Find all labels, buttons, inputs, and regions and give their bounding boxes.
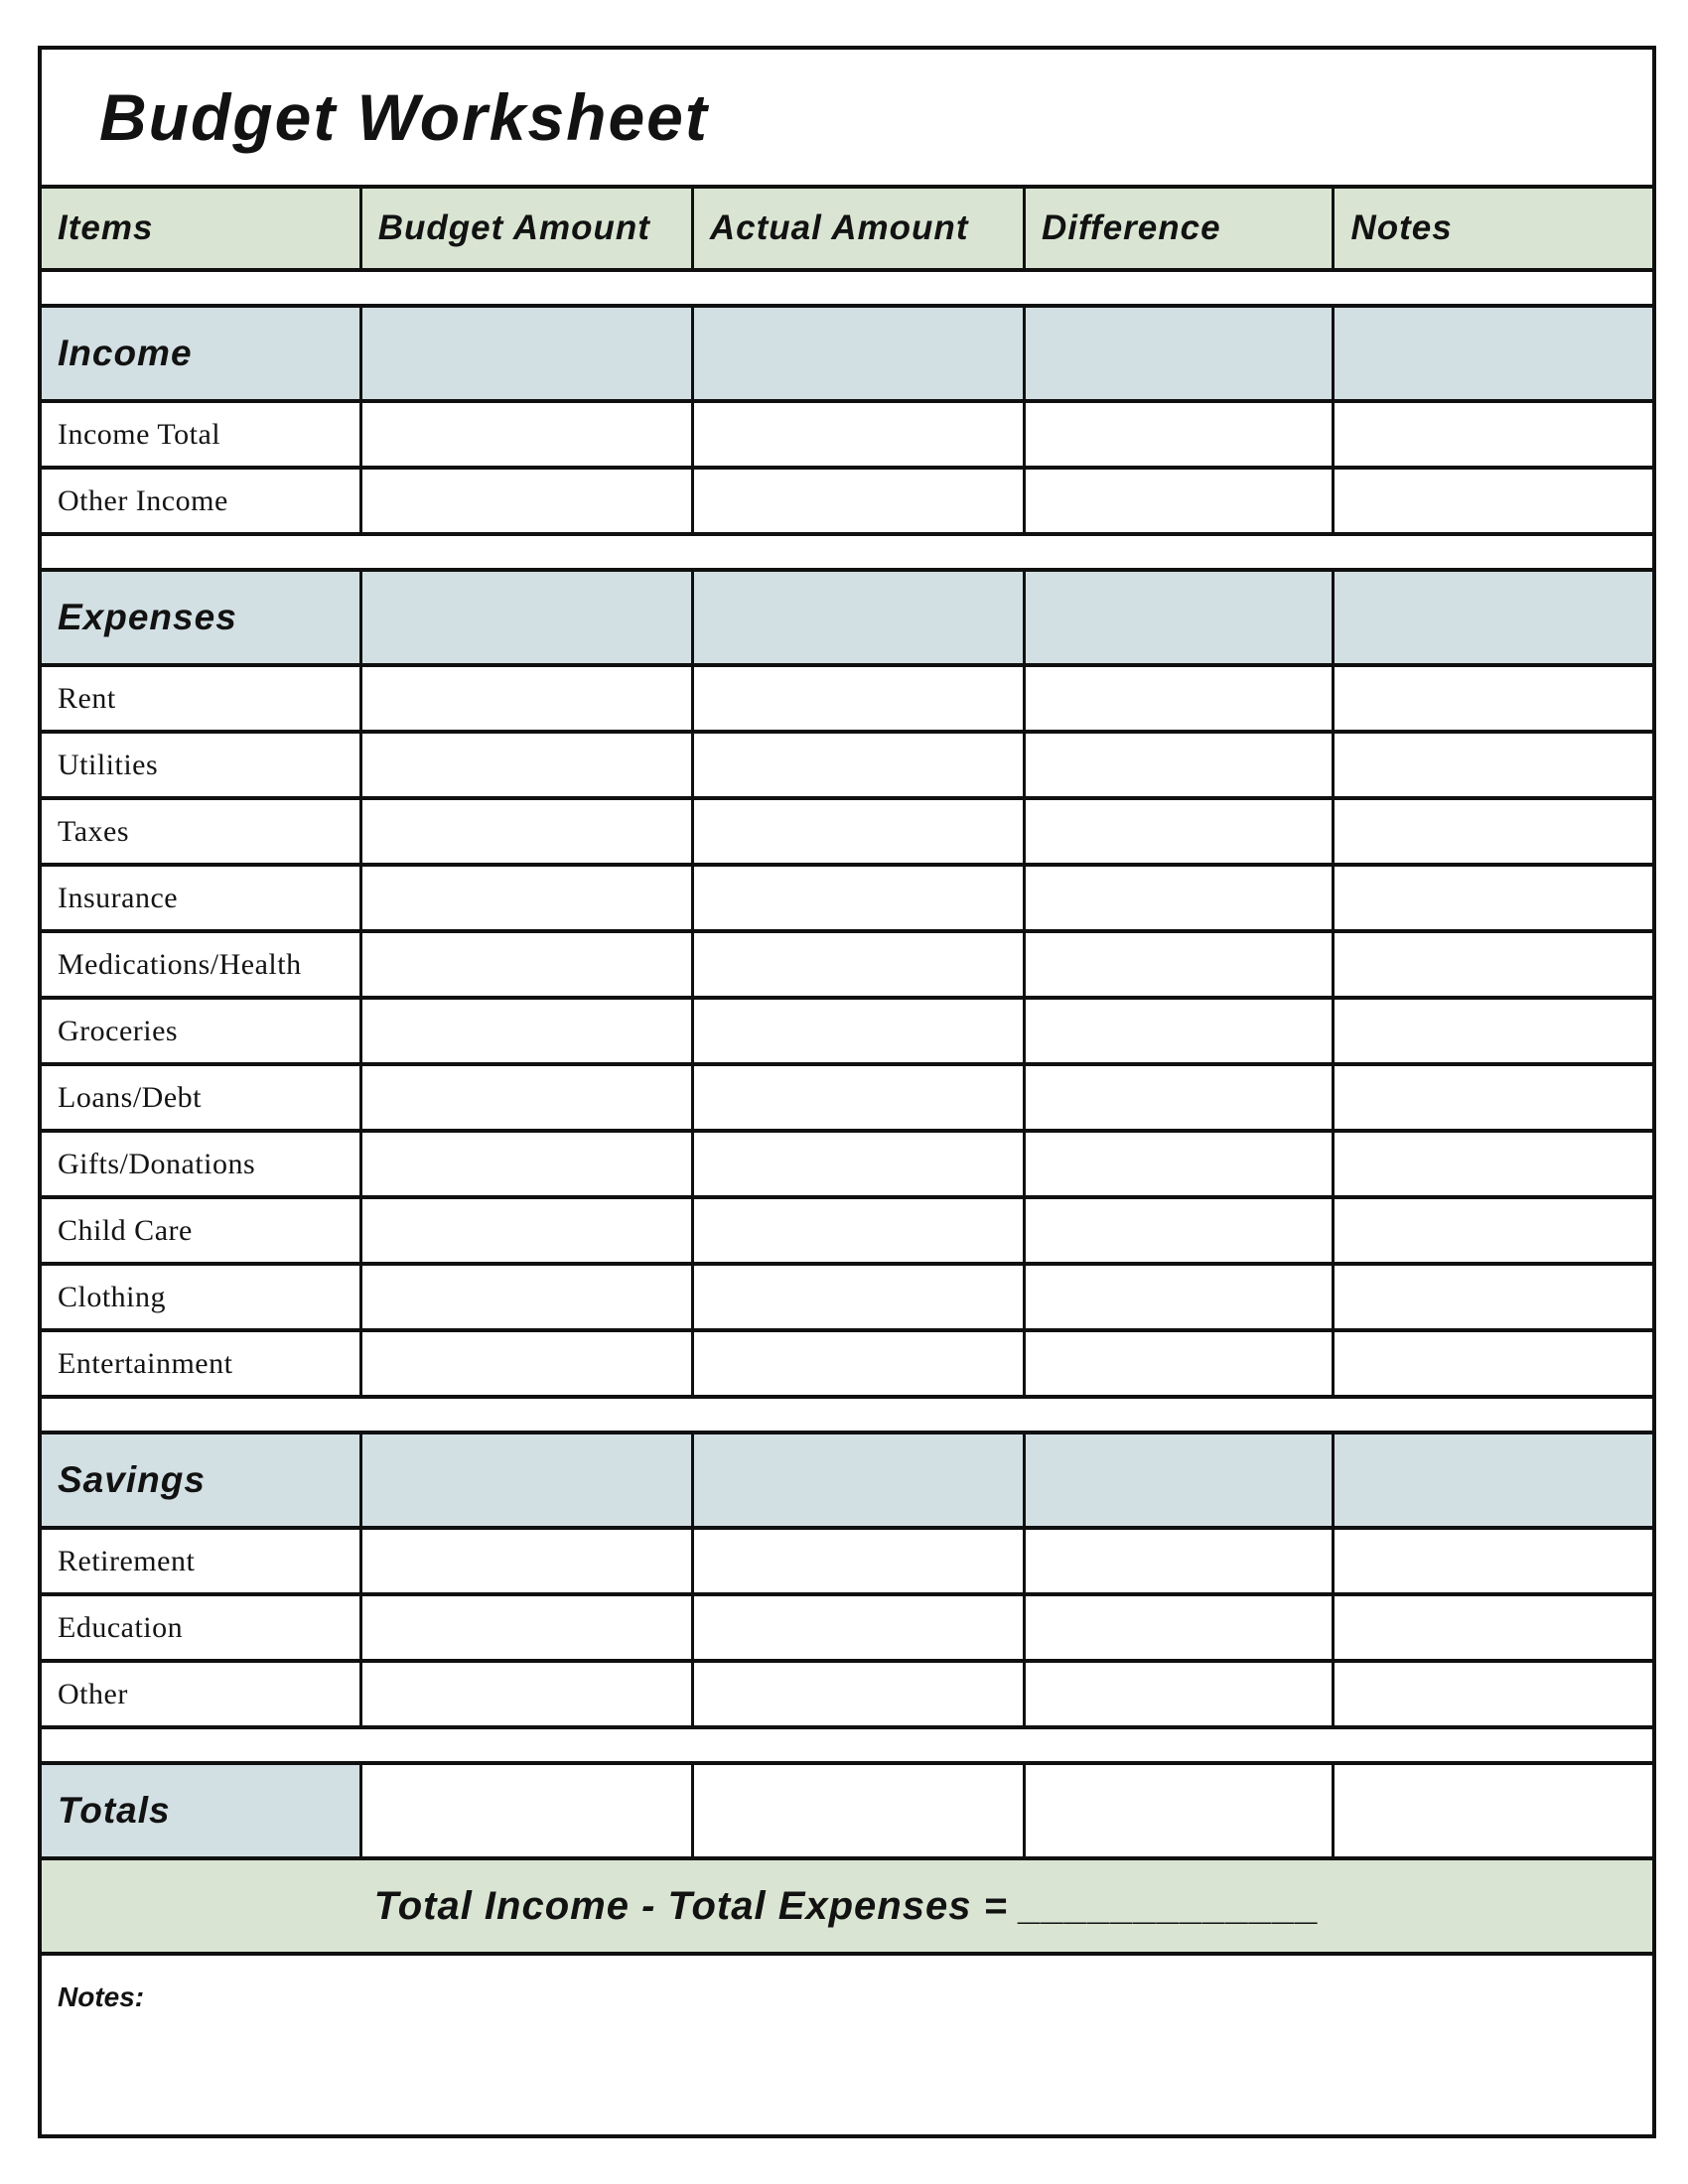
difference-cell [1026,867,1335,929]
item-label-cell: Loans/Debt [42,1066,362,1129]
actual-amount-cell [694,1663,1026,1725]
notes-cell [1335,1199,1652,1262]
notes-cell [1335,403,1652,466]
expenses-actual-cell [694,572,1026,663]
notes-label: Notes: [58,1981,145,2012]
totals-actual-cell [694,1765,1026,1856]
item-label-cell: Entertainment [42,1332,362,1395]
table-row-other-savings [42,1663,1652,1729]
table-row-groceries [42,1000,1652,1066]
header-difference: Difference [1026,189,1335,268]
totals-row [42,1765,1652,1860]
difference-cell [1026,470,1335,532]
actual-amount-cell [694,667,1026,730]
budget-amount-cell [362,1133,694,1195]
difference-cell [1026,1199,1335,1262]
savings-actual-cell [694,1434,1026,1526]
table-row-taxes [42,800,1652,867]
table-row-rent [42,667,1652,734]
budget-amount-cell [362,1066,694,1129]
item-label-cell: Medications/Health [42,933,362,996]
item-label-cell: Other [42,1663,362,1725]
table-row-retirement [42,1530,1652,1596]
actual-amount-cell [694,403,1026,466]
notes-cell [1335,867,1652,929]
item-label-cell: Insurance [42,867,362,929]
notes-cell [1335,1530,1652,1592]
difference-cell [1026,1332,1335,1395]
budget-amount-cell [362,734,694,796]
budget-amount-cell [362,1199,694,1262]
budget-amount-cell [362,933,694,996]
worksheet-table [38,46,1656,2138]
expenses-section-header [42,572,1652,667]
income-section-header [42,308,1652,403]
difference-cell [1026,1066,1335,1129]
savings-budget-cell [362,1434,694,1526]
budget-amount-cell [362,800,694,863]
difference-cell [1026,1596,1335,1659]
difference-cell [1026,1530,1335,1592]
budget-amount-cell [362,403,694,466]
actual-amount-cell [694,800,1026,863]
savings-difference-cell [1026,1434,1335,1526]
totals-budget-cell [362,1765,694,1856]
notes-area [42,1956,1652,2134]
table-row-education [42,1596,1652,1663]
difference-cell [1026,403,1335,466]
table-row-entertainment [42,1332,1652,1399]
item-label-cell: Taxes [42,800,362,863]
difference-cell [1026,734,1335,796]
income-actual-cell [694,308,1026,399]
item-label-cell: Clothing [42,1266,362,1328]
header-notes: Notes [1335,189,1652,268]
notes-cell [1335,1000,1652,1062]
savings-notes-cell [1335,1434,1652,1526]
totals-notes-cell [1335,1765,1652,1856]
actual-amount-cell [694,1530,1026,1592]
income-difference-cell [1026,308,1335,399]
header-items: Items [42,189,362,268]
table-row-insurance [42,867,1652,933]
income-budget-cell [362,308,694,399]
actual-amount-cell [694,1066,1026,1129]
actual-amount-cell [694,734,1026,796]
summary-formula-row [42,1860,1652,1956]
budget-amount-cell [362,1663,694,1725]
difference-cell [1026,800,1335,863]
actual-amount-cell [694,1332,1026,1395]
actual-amount-cell [694,1596,1026,1659]
title-row [42,50,1652,189]
item-label-cell: Income Total [42,403,362,466]
actual-amount-cell [694,867,1026,929]
notes-cell [1335,734,1652,796]
budget-amount-cell [362,867,694,929]
savings-section-label-cell: Savings [42,1434,362,1526]
budget-amount-cell [362,1000,694,1062]
savings-section-header [42,1434,1652,1530]
notes-cell [1335,1066,1652,1129]
expenses-budget-cell [362,572,694,663]
spacer-row [42,1399,1652,1434]
notes-cell [1335,470,1652,532]
budget-amount-cell [362,667,694,730]
budget-amount-cell [362,1266,694,1328]
table-row-child-care [42,1199,1652,1266]
actual-amount-cell [694,1000,1026,1062]
notes-cell [1335,1332,1652,1395]
notes-cell [1335,800,1652,863]
table-row-other-income [42,470,1652,536]
income-notes-cell [1335,308,1652,399]
summary-formula-text: Total Income - Total Expenses = _____________ [373,1883,1321,1928]
item-label-cell: Child Care [42,1199,362,1262]
budget-amount-cell [362,470,694,532]
actual-amount-cell [694,1266,1026,1328]
table-row-clothing [42,1266,1652,1332]
difference-cell [1026,1000,1335,1062]
item-label-cell: Rent [42,667,362,730]
table-row-utilities [42,734,1652,800]
income-section-label-cell: Income [42,308,362,399]
budget-amount-cell [362,1530,694,1592]
expenses-difference-cell [1026,572,1335,663]
difference-cell [1026,1266,1335,1328]
difference-cell [1026,1133,1335,1195]
actual-amount-cell [694,470,1026,532]
table-row-loans-debt [42,1066,1652,1133]
notes-cell [1335,1133,1652,1195]
spacer-row [42,272,1652,308]
notes-cell [1335,667,1652,730]
difference-cell [1026,667,1335,730]
item-label-cell: Education [42,1596,362,1659]
item-label-cell: Gifts/Donations [42,1133,362,1195]
table-row-income-total [42,403,1652,470]
header-budget-amount: Budget Amount [362,189,694,268]
spacer-row [42,1729,1652,1765]
totals-label-cell: Totals [42,1765,362,1856]
actual-amount-cell [694,1133,1026,1195]
actual-amount-cell [694,1199,1026,1262]
item-label-cell: Other Income [42,470,362,532]
difference-cell [1026,1663,1335,1725]
notes-cell [1335,1663,1652,1725]
notes-cell [1335,1596,1652,1659]
table-row-gifts-donations [42,1133,1652,1199]
budget-amount-cell [362,1332,694,1395]
expenses-section-label-cell: Expenses [42,572,362,663]
item-label-cell: Utilities [42,734,362,796]
table-row-medications-health [42,933,1652,1000]
actual-amount-cell [694,933,1026,996]
difference-cell [1026,933,1335,996]
totals-difference-cell [1026,1765,1335,1856]
item-label-cell: Groceries [42,1000,362,1062]
notes-cell [1335,933,1652,996]
item-label-cell: Retirement [42,1530,362,1592]
expenses-notes-cell [1335,572,1652,663]
page-title: Budget Worksheet [99,80,709,154]
header-actual-amount: Actual Amount [694,189,1026,268]
column-header-row [42,189,1652,272]
budget-amount-cell [362,1596,694,1659]
spacer-row [42,536,1652,572]
notes-cell [1335,1266,1652,1328]
